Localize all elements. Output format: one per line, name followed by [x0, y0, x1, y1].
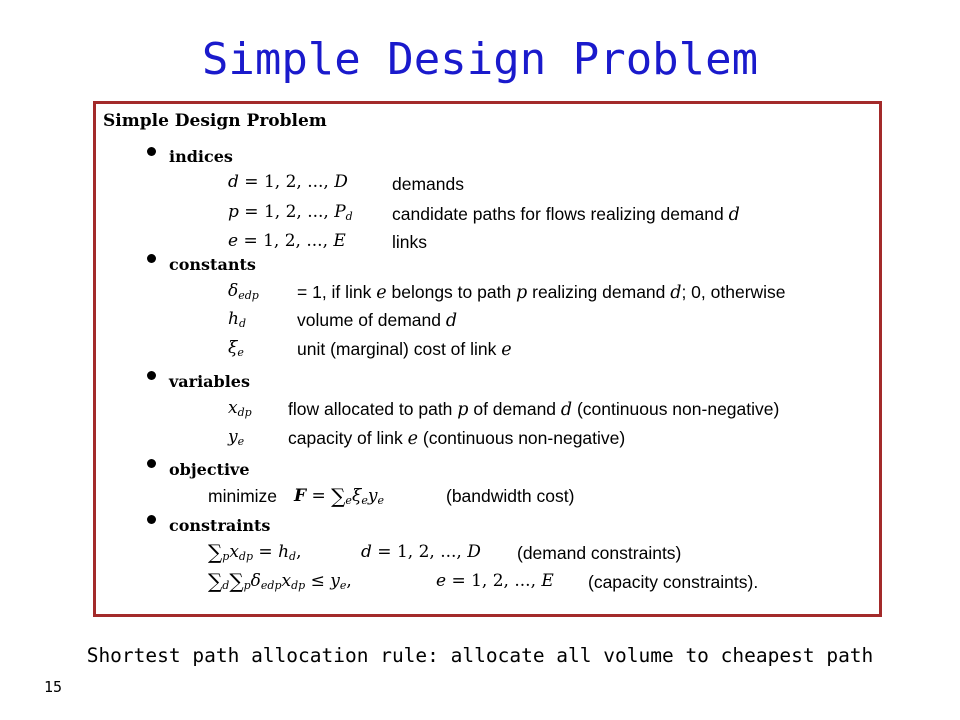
x-desc-3: (continuous non-negative): [572, 399, 780, 419]
bullet-variables: [147, 371, 156, 380]
y-desc-2: (continuous non-negative): [418, 428, 626, 448]
const-xi: $\xi_e$: [228, 338, 244, 359]
bullet-objective: [147, 459, 156, 468]
index-p: p = 1, 2, ..., $P_d$: [228, 202, 353, 223]
constraint-demand-range: d = 1, 2, ..., D: [361, 542, 481, 562]
bullet-constraints: [147, 515, 156, 524]
slide-title: Simple Design Problem: [201, 34, 759, 85]
var-y: $y_e$: [228, 427, 245, 448]
section-constraints: constraints: [169, 516, 271, 535]
index-p-desc-text: candidate paths for flows realizing demand: [392, 204, 729, 224]
x-desc-2: of demand: [468, 399, 561, 419]
const-xi-desc: unit (marginal) cost of link e: [297, 339, 512, 360]
page-number: 15: [44, 678, 63, 696]
delta-desc-2: belongs to path: [386, 282, 517, 302]
bullet-indices: [147, 147, 156, 156]
h-desc-text: volume of demand: [297, 310, 446, 330]
capacity-range-text: = 1, 2, ...,: [451, 571, 542, 591]
const-h-desc: volume of demand d: [297, 310, 458, 331]
box-heading: Simple Design Problem: [103, 111, 327, 131]
objective-formula: $F = \sum_e\xi_ey_e$: [294, 484, 384, 508]
index-e-range: = 1, 2, ...,: [243, 231, 334, 251]
bullet-constants: [147, 254, 156, 263]
var-x: $x_{dp}$: [228, 398, 252, 419]
const-delta: $\delta_{edp}$: [228, 281, 259, 302]
section-objective: objective: [169, 460, 250, 479]
demand-range-text: = 1, 2, ...,: [377, 542, 468, 562]
index-p-desc: candidate paths for flows realizing demand d: [392, 204, 740, 225]
delta-desc-4: ; 0, otherwise: [681, 282, 786, 302]
constraint-demand: $\sum_px_{dp} = h_d$,: [208, 540, 302, 564]
formulation-box: [93, 101, 882, 617]
var-y-desc: capacity of link e (continuous non-negative): [288, 428, 626, 449]
x-desc-1: flow allocated to path: [288, 399, 458, 419]
section-constants: constants: [169, 255, 256, 274]
index-d-range: = 1, 2, ...,: [244, 172, 335, 192]
index-e: e = 1, 2, ..., E: [228, 231, 346, 251]
constraint-capacity: $\sum_d\sum_p\delta_{edp}x_{dp} \le y_e$,: [208, 569, 352, 593]
var-x-desc: flow allocated to path p of demand d (continuous non-negative): [288, 399, 780, 420]
index-p-range: = 1, 2, ...,: [244, 202, 335, 222]
y-desc-1: capacity of link: [288, 428, 408, 448]
xi-desc-text: unit (marginal) cost of link: [297, 339, 502, 359]
objective-note: (bandwidth cost): [446, 486, 575, 506]
index-e-desc: links: [392, 232, 428, 252]
footer-note: Shortest path allocation rule: allocate all volume to cheapest path: [86, 644, 874, 667]
constraint-demand-note: (demand constraints): [517, 543, 682, 563]
index-d-desc: demands: [392, 174, 464, 194]
const-delta-desc: = 1, if link e belongs to path p realizing demand d; 0, otherwise: [297, 282, 786, 303]
constraint-capacity-note: (capacity constraints).: [588, 572, 759, 592]
section-variables: variables: [169, 372, 250, 391]
constraint-capacity-range: e = 1, 2, ..., E: [436, 571, 554, 591]
delta-desc-3: realizing demand: [527, 282, 671, 302]
delta-desc-1: = 1, if link: [297, 282, 377, 302]
objective-minimize: minimize: [208, 486, 278, 506]
section-indices: indices: [169, 147, 233, 166]
index-d: d = 1, 2, ..., D: [228, 172, 348, 192]
const-h: $h_d$: [228, 309, 246, 330]
